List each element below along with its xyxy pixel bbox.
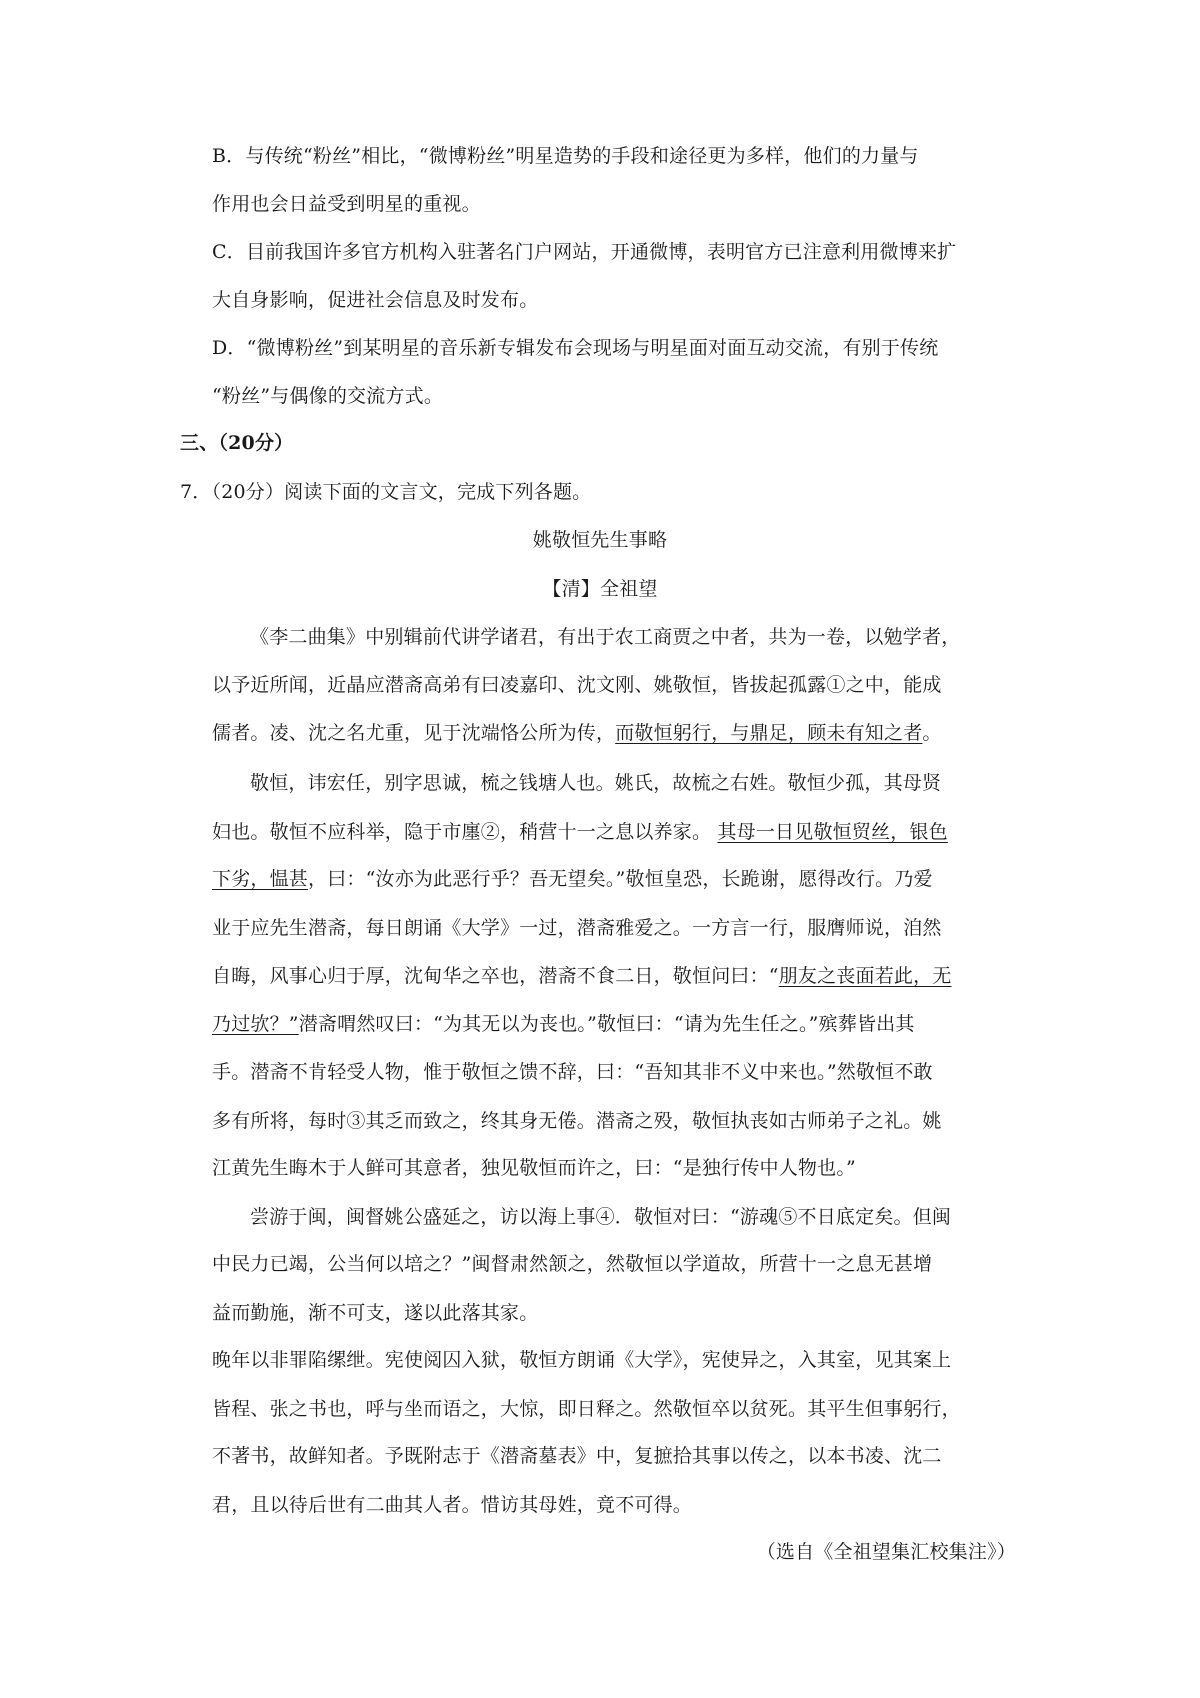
paragraph-2-line-1: 敬恒，讳宏任，别字思诚，梳之钱塘人也。姚氏，故梳之右姓。敬恒少孤，其母贤 (250, 772, 942, 794)
underlined-sentence: 而敬恒躬行，与鼎足，顾未有知之者 (615, 722, 923, 744)
paragraph-4-line-1: 晚年以非罪陷缧绁。宪使阅囚入狱，敬恒方朗诵《大学》，宪使异之，入其室，见其案上 (212, 1349, 952, 1371)
paragraph-2-line-9: 江黄先生晦木于人鲜可其意者，独见敬恒而许之，曰：“是独行传中人物也。” (212, 1157, 856, 1179)
paragraph-1-line-1: 《李二曲集》中别辑前代讲学诸君，有出于农工商贾之中者，共为一卷，以勉学者， (250, 626, 961, 648)
question-prompt: 7．（20分）阅读下面的文言文，完成下列各题。 (180, 481, 592, 503)
text-run: 妇也。敬恒不应科举，隐于市廛②，稍营十一之息以养家。 (212, 821, 718, 843)
text-run: 自晦，风事心归于厚，沈甸华之卒也，潜斋不食二日，敬恒问曰：“ (212, 965, 779, 987)
article-title: 姚敬恒先生事略 (532, 529, 668, 551)
text-run: 潜斋喟然叹曰：“为其无以为丧也。”敬恒曰：“请为先生任之。”殡葬皆出其 (298, 1013, 915, 1035)
paragraph-3-line-2: 中民力已竭，公当何以培之？”闽督肃然颔之，然敬恒以学道故，所营十一之息无甚增 (212, 1253, 933, 1275)
paragraph-2-line-6 (212, 1011, 1020, 1037)
option-c-line-2: 大自身影响，促进社会信息及时发布。 (212, 289, 539, 311)
underlined-sentence: 朋友之丧面若此，无 (778, 965, 952, 987)
paragraph-1-line-3 (212, 720, 1020, 746)
paragraph-2-line-3 (212, 866, 1020, 892)
option-c-line-1: C．目前我国许多官方机构入驻著名门户网站，开通微博，表明官方已注意利用微博来扩 (212, 241, 957, 263)
section-heading: 三、（20分） (180, 432, 294, 454)
underlined-sentence: 乃过欤？” (212, 1013, 299, 1035)
paragraph-2-line-2 (212, 819, 1020, 845)
paragraph-4-line-3: 不著书，故鲜知者。予既附志于《潜斋墓表》中，复摭拾其事以传之，以本书凌、沈二 (212, 1445, 942, 1467)
text-run: ，曰：“汝亦为此恶行乎？吾无望矣。”敬恒皇恐，长跪谢，愿得改行。乃爱 (308, 868, 933, 890)
paragraph-2-line-8: 多有所将，每时③其乏而致之，终其身无倦。潜斋之殁，敬恒执丧如古师弟子之礼。姚 (212, 1110, 942, 1132)
underlined-sentence: 其母一日见敬恒贸丝，银色 (717, 821, 948, 843)
article-author: 【清】全祖望 (542, 578, 658, 600)
option-b-line-1: B．与传统“粉丝”相比，“微博粉丝”明星造势的手段和途径更为多样，他们的力量与 (212, 145, 919, 167)
source-citation: （选自《全祖望集汇校集注》） (756, 1541, 1016, 1563)
paragraph-2-line-5 (212, 963, 1020, 989)
text-run: 儒者。凌、沈之名尤重，见于沈端恪公所为传， (212, 722, 616, 744)
paragraph-1-line-2: 以予近所闻，近晶应潜斋高弟有曰凌嘉印、沈文刚、姚敬恒，皆拔起孤露①之中，能成 (212, 674, 942, 696)
text-run: 。 (922, 722, 942, 744)
paragraph-4-line-4: 君，且以待后世有二曲其人者。惜访其母姓，竟不可得。 (212, 1494, 693, 1516)
option-b-line-2: 作用也会日益受到明星的重视。 (212, 193, 481, 215)
paragraph-3-line-1: 尝游于闽，闽督姚公盛延之，访以海上事④．敬恒对曰：“游魂⑤不日底定矣。但闽 (250, 1206, 952, 1228)
paragraph-3-line-3: 益而勤施，渐不可支，遂以此落其家。 (212, 1302, 539, 1324)
paragraph-2-line-4: 业于应先生潜斋，每日朗诵《大学》一过，潜斋雅爱之。一方言一行，服膺师说，洎然 (212, 917, 942, 939)
underlined-sentence: 下劣，愠甚 (212, 868, 309, 890)
paragraph-4-line-2: 皆程、张之书也，呼与坐而语之，大惊，即日释之。然敬恒卒以贫死。其平生但事躬行， (212, 1398, 961, 1420)
option-d-line-2: “粉丝”与偶像的交流方式。 (212, 385, 444, 407)
option-d-line-1: D．“微博粉丝”到某明星的音乐新专辑发布会现场与明星面对面互动交流，有别于传统 (212, 337, 939, 359)
paragraph-2-line-7: 手。潜斋不肯轻受人物，惟于敬恒之馈不辞，曰：“吾知其非不义中来也。”然敬恒不敢 (212, 1061, 933, 1083)
